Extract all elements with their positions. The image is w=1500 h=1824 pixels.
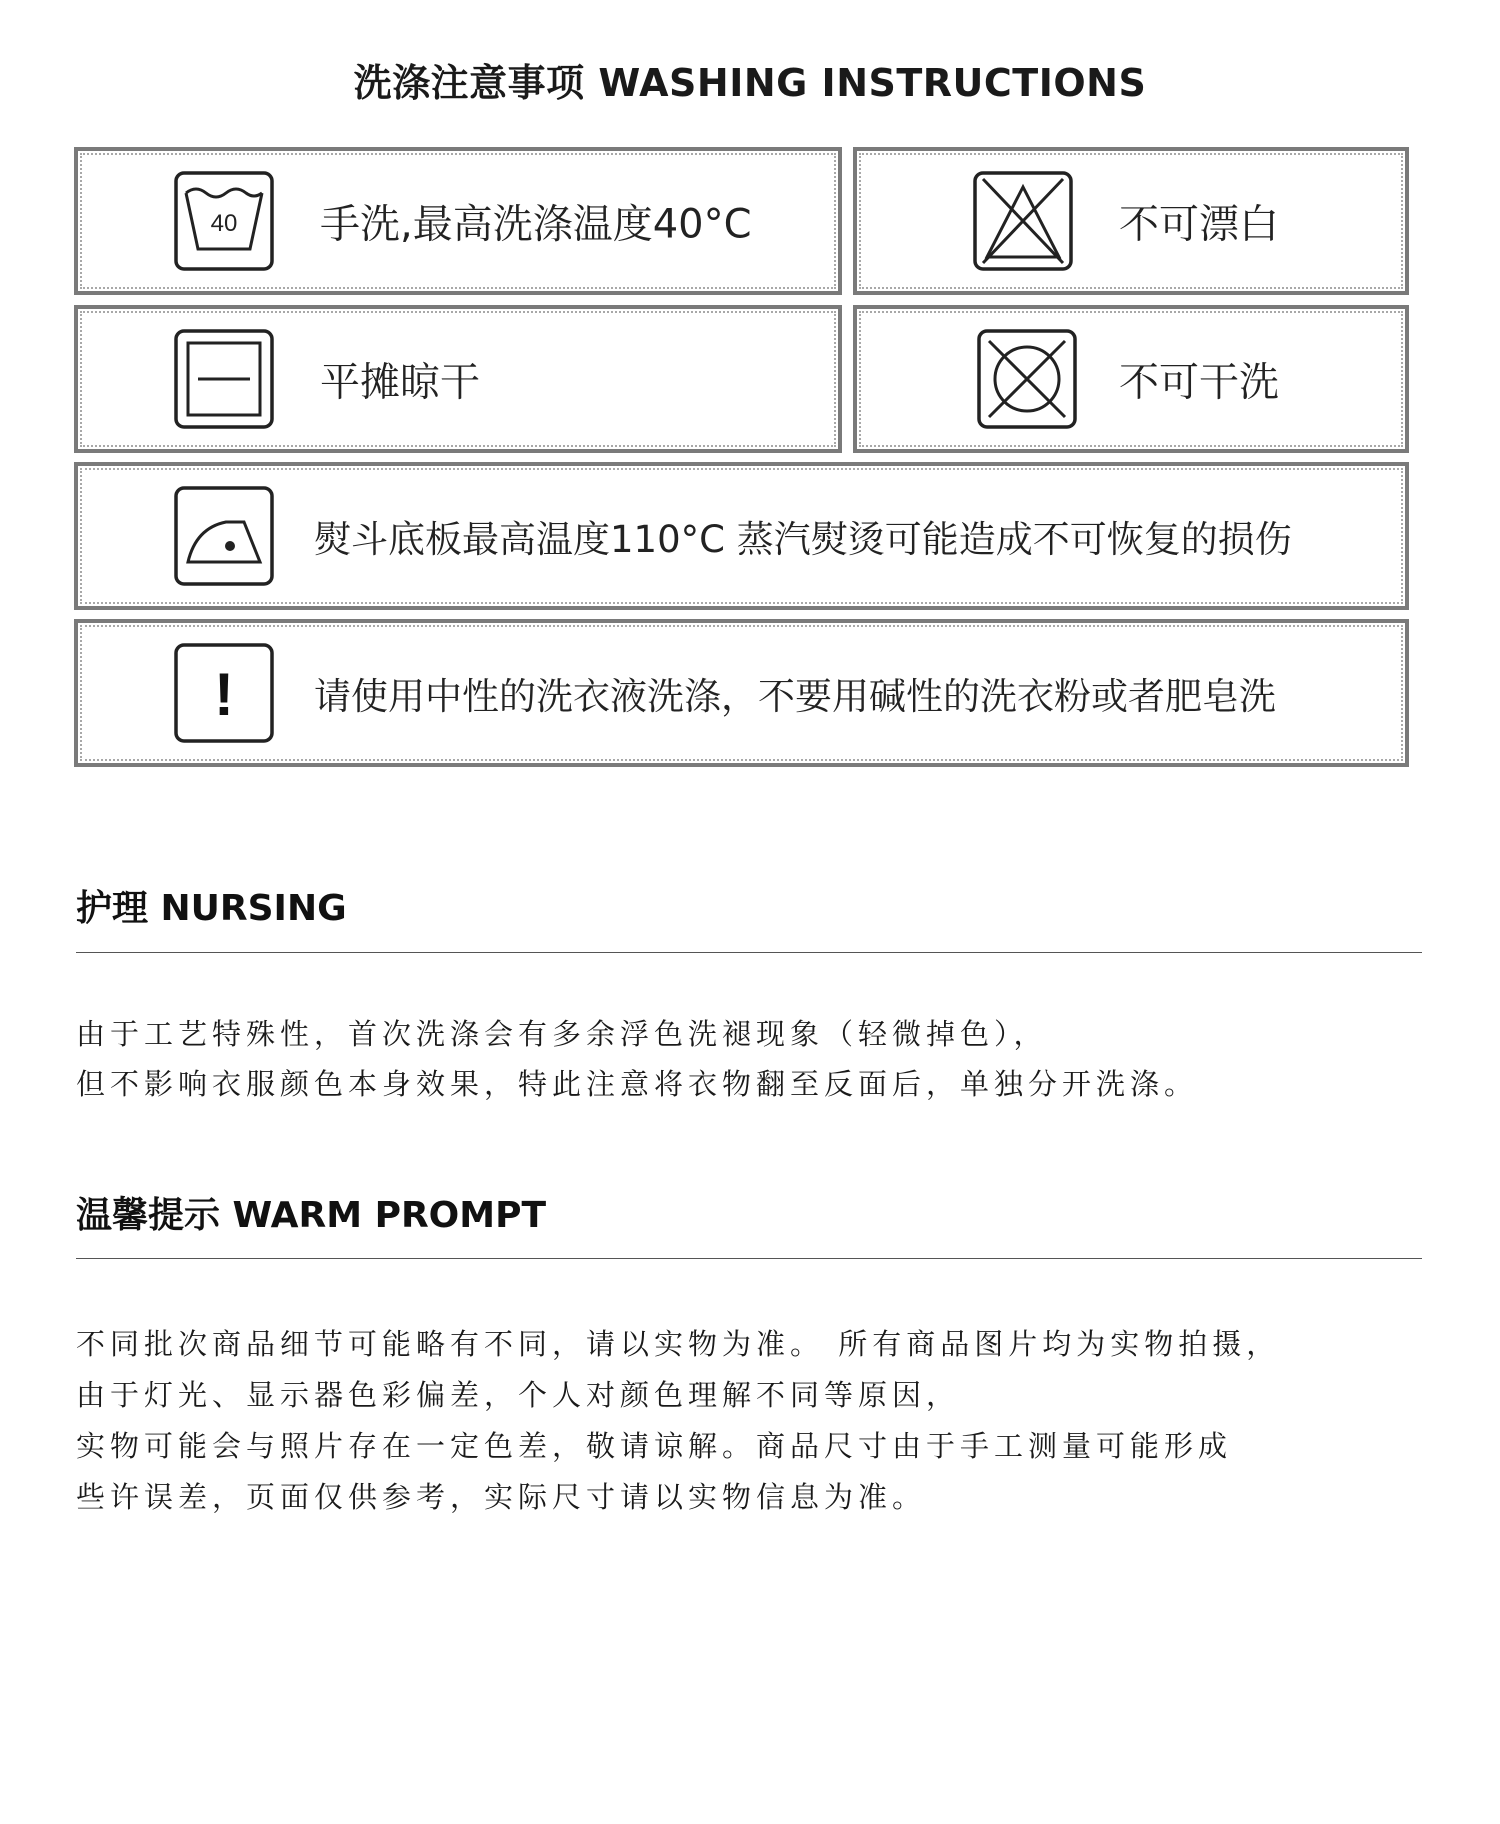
care-label-no-bleach: 不可漂白	[1119, 201, 1279, 248]
iron-low-heat-icon	[174, 486, 274, 586]
do-not-dry-clean-icon	[977, 329, 1077, 429]
warm-prompt-line: 由于灯光、显示器色彩偏差，个人对颜色理解不同等原因，	[76, 1378, 961, 1412]
page-title: 洗涤注意事项 WASHING INSTRUCTIONS	[353, 61, 1147, 105]
hand-wash-40-icon	[174, 171, 274, 271]
care-label-no-dry-clean: 不可干洗	[1119, 359, 1279, 406]
nursing-line: 但不影响衣服颜色本身效果，特此注意将衣物翻至反面后，单独分开洗涤。	[76, 1067, 1199, 1101]
care-label-iron: 熨斗底板最高温度110°C 蒸汽熨烫可能造成不可恢复的损伤	[314, 518, 1292, 561]
warm-prompt-divider	[76, 1258, 1422, 1259]
care-item-iron	[74, 462, 1409, 610]
care-label-dry-flat: 平摊晾干	[320, 359, 480, 406]
care-item-dry-flat	[74, 305, 842, 453]
do-not-bleach-icon	[973, 171, 1073, 271]
warm-prompt-heading: 温馨提示 WARM PROMPT	[76, 1195, 547, 1236]
nursing-line: 由于工艺特殊性，首次洗涤会有多余浮色洗褪现象（轻微掉色），	[76, 1017, 1048, 1051]
nursing-heading: 护理 NURSING	[76, 888, 347, 929]
svg-text:40: 40	[210, 210, 238, 237]
care-item-no-bleach	[853, 147, 1409, 295]
warm-prompt-line: 些许误差，页面仅供参考，实际尺寸请以实物信息为准。	[76, 1480, 927, 1514]
warm-prompt-line: 实物可能会与照片存在一定色差，敬请谅解。商品尺寸由于手工测量可能形成	[76, 1429, 1233, 1463]
dry-flat-icon	[174, 329, 274, 429]
care-label-hand-wash: 手洗,最高洗涤温度40°C	[320, 201, 752, 248]
warning-icon	[174, 643, 274, 743]
nursing-divider	[76, 952, 1422, 953]
care-label-warning: 请使用中性的洗衣液洗涤，不要用碱性的洗衣粉或者肥皂洗	[314, 675, 1276, 718]
care-item-hand-wash	[74, 147, 842, 295]
care-item-no-dry-clean	[853, 305, 1409, 453]
care-item-warning	[74, 619, 1409, 767]
warm-prompt-line: 不同批次商品细节可能略有不同，请以实物为准。 所有商品图片均为实物拍摄，	[76, 1327, 1281, 1361]
svg-text:!: !	[214, 661, 234, 728]
